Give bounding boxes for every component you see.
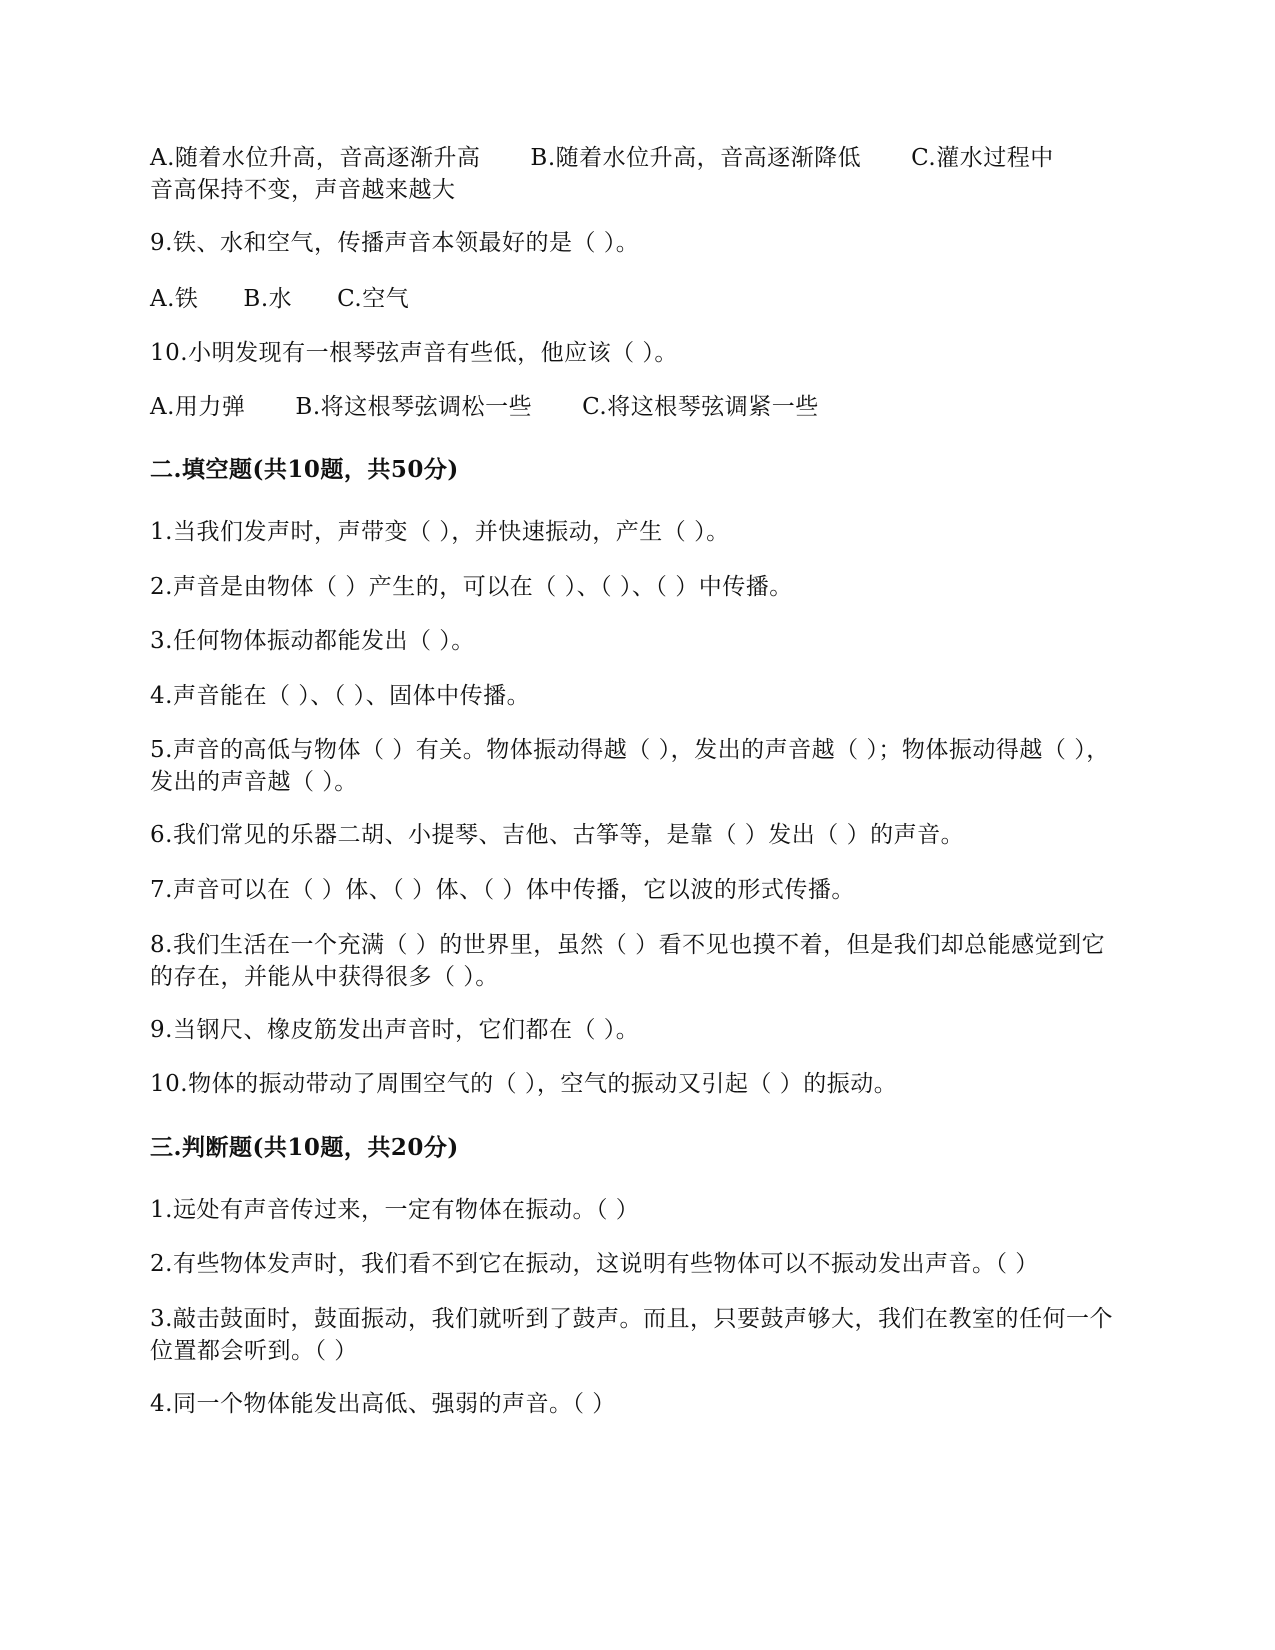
fill-item-6: 6.我们常见的乐器二胡、小提琴、吉他、古筝等，是靠（ ）发出（ ）的声音。 xyxy=(150,822,965,848)
fill-item-2: 2.声音是由物体（ ）产生的，可以在（ ）、（ ）、（ ）中传播。 xyxy=(150,574,793,600)
fill-item-1: 1.当我们发声时，声带变（ ），并快速振动，产生（ ）。 xyxy=(150,519,730,545)
q9-options xyxy=(150,283,1120,315)
fill-item-4: 4.声音能在（ ）、（ ）、固体中传播。 xyxy=(150,683,531,709)
q10-option-c: C.将这根琴弦调紧一些 xyxy=(582,394,819,420)
fill-item-7: 7.声音可以在（ ）体、（ ）体、（ ）体中传播，它以波的形式传播。 xyxy=(150,877,855,903)
q8-option-c-line1: C.灌水过程中 xyxy=(911,145,1054,171)
q10-question: 10.小明发现有一根琴弦声音有些低，他应该（ ）。 xyxy=(150,340,678,366)
judge-item-4: 4.同一个物体能发出高低、强弱的声音。（ ） xyxy=(150,1391,616,1417)
q9-option-b: B.水 xyxy=(243,286,293,312)
judge-item-3: 3.敲击鼓面时，鼓面振动，我们就听到了鼓声。而且，只要鼓声够大，我们在教室的任何一个位置都会听到。（ ） xyxy=(150,1306,1113,1364)
q9-option-a: A.铁 xyxy=(150,286,199,312)
q8-option-a: A.随着水位升高，音高逐渐升高 xyxy=(150,145,481,171)
q8-option-c-line2: 音高保持不变，声音越来越大 xyxy=(150,177,456,203)
judge-item-1: 1.远处有声音传过来，一定有物体在振动。（ ） xyxy=(150,1197,640,1223)
q10-option-b: B.将这根琴弦调松一些 xyxy=(295,394,533,420)
fill-item-10: 10.物体的振动带动了周围空气的（ ），空气的振动又引起（ ）的振动。 xyxy=(150,1071,898,1097)
q9-question: 9.铁、水和空气，传播声音本领最好的是（ ）。 xyxy=(150,230,640,256)
fill-item-8: 8.我们生活在一个充满（ ）的世界里，虽然（ ）看不见也摸不着，但是我们却总能感觉到它的存在，并能从中获得很多（ ）。 xyxy=(150,932,1106,990)
q10-options xyxy=(150,391,1120,423)
q8-option-b: B.随着水位升高，音高逐渐降低 xyxy=(530,145,862,171)
section2-title: 二.填空题(共10题，共50分) xyxy=(150,456,459,483)
fill-item-9: 9.当钢尺、橡皮筋发出声音时，它们都在（ ）。 xyxy=(150,1017,640,1043)
section3-title: 三.判断题(共10题，共20分) xyxy=(150,1134,459,1161)
q9-option-c: C.空气 xyxy=(337,286,410,312)
fill-item-5: 5.声音的高低与物体（ ）有关。物体振动得越（ ），发出的声音越（ ）；物体振动得越（ ），发出的声音越（ ）。 xyxy=(150,737,1110,795)
judge-item-2: 2.有些物体发声时，我们看不到它在振动，这说明有些物体可以不振动发出声音。（ ） xyxy=(150,1251,1039,1277)
fill-item-3: 3.任何物体振动都能发出（ ）。 xyxy=(150,628,475,654)
q8-options xyxy=(150,142,1120,206)
q10-option-a: A.用力弹 xyxy=(150,394,246,420)
